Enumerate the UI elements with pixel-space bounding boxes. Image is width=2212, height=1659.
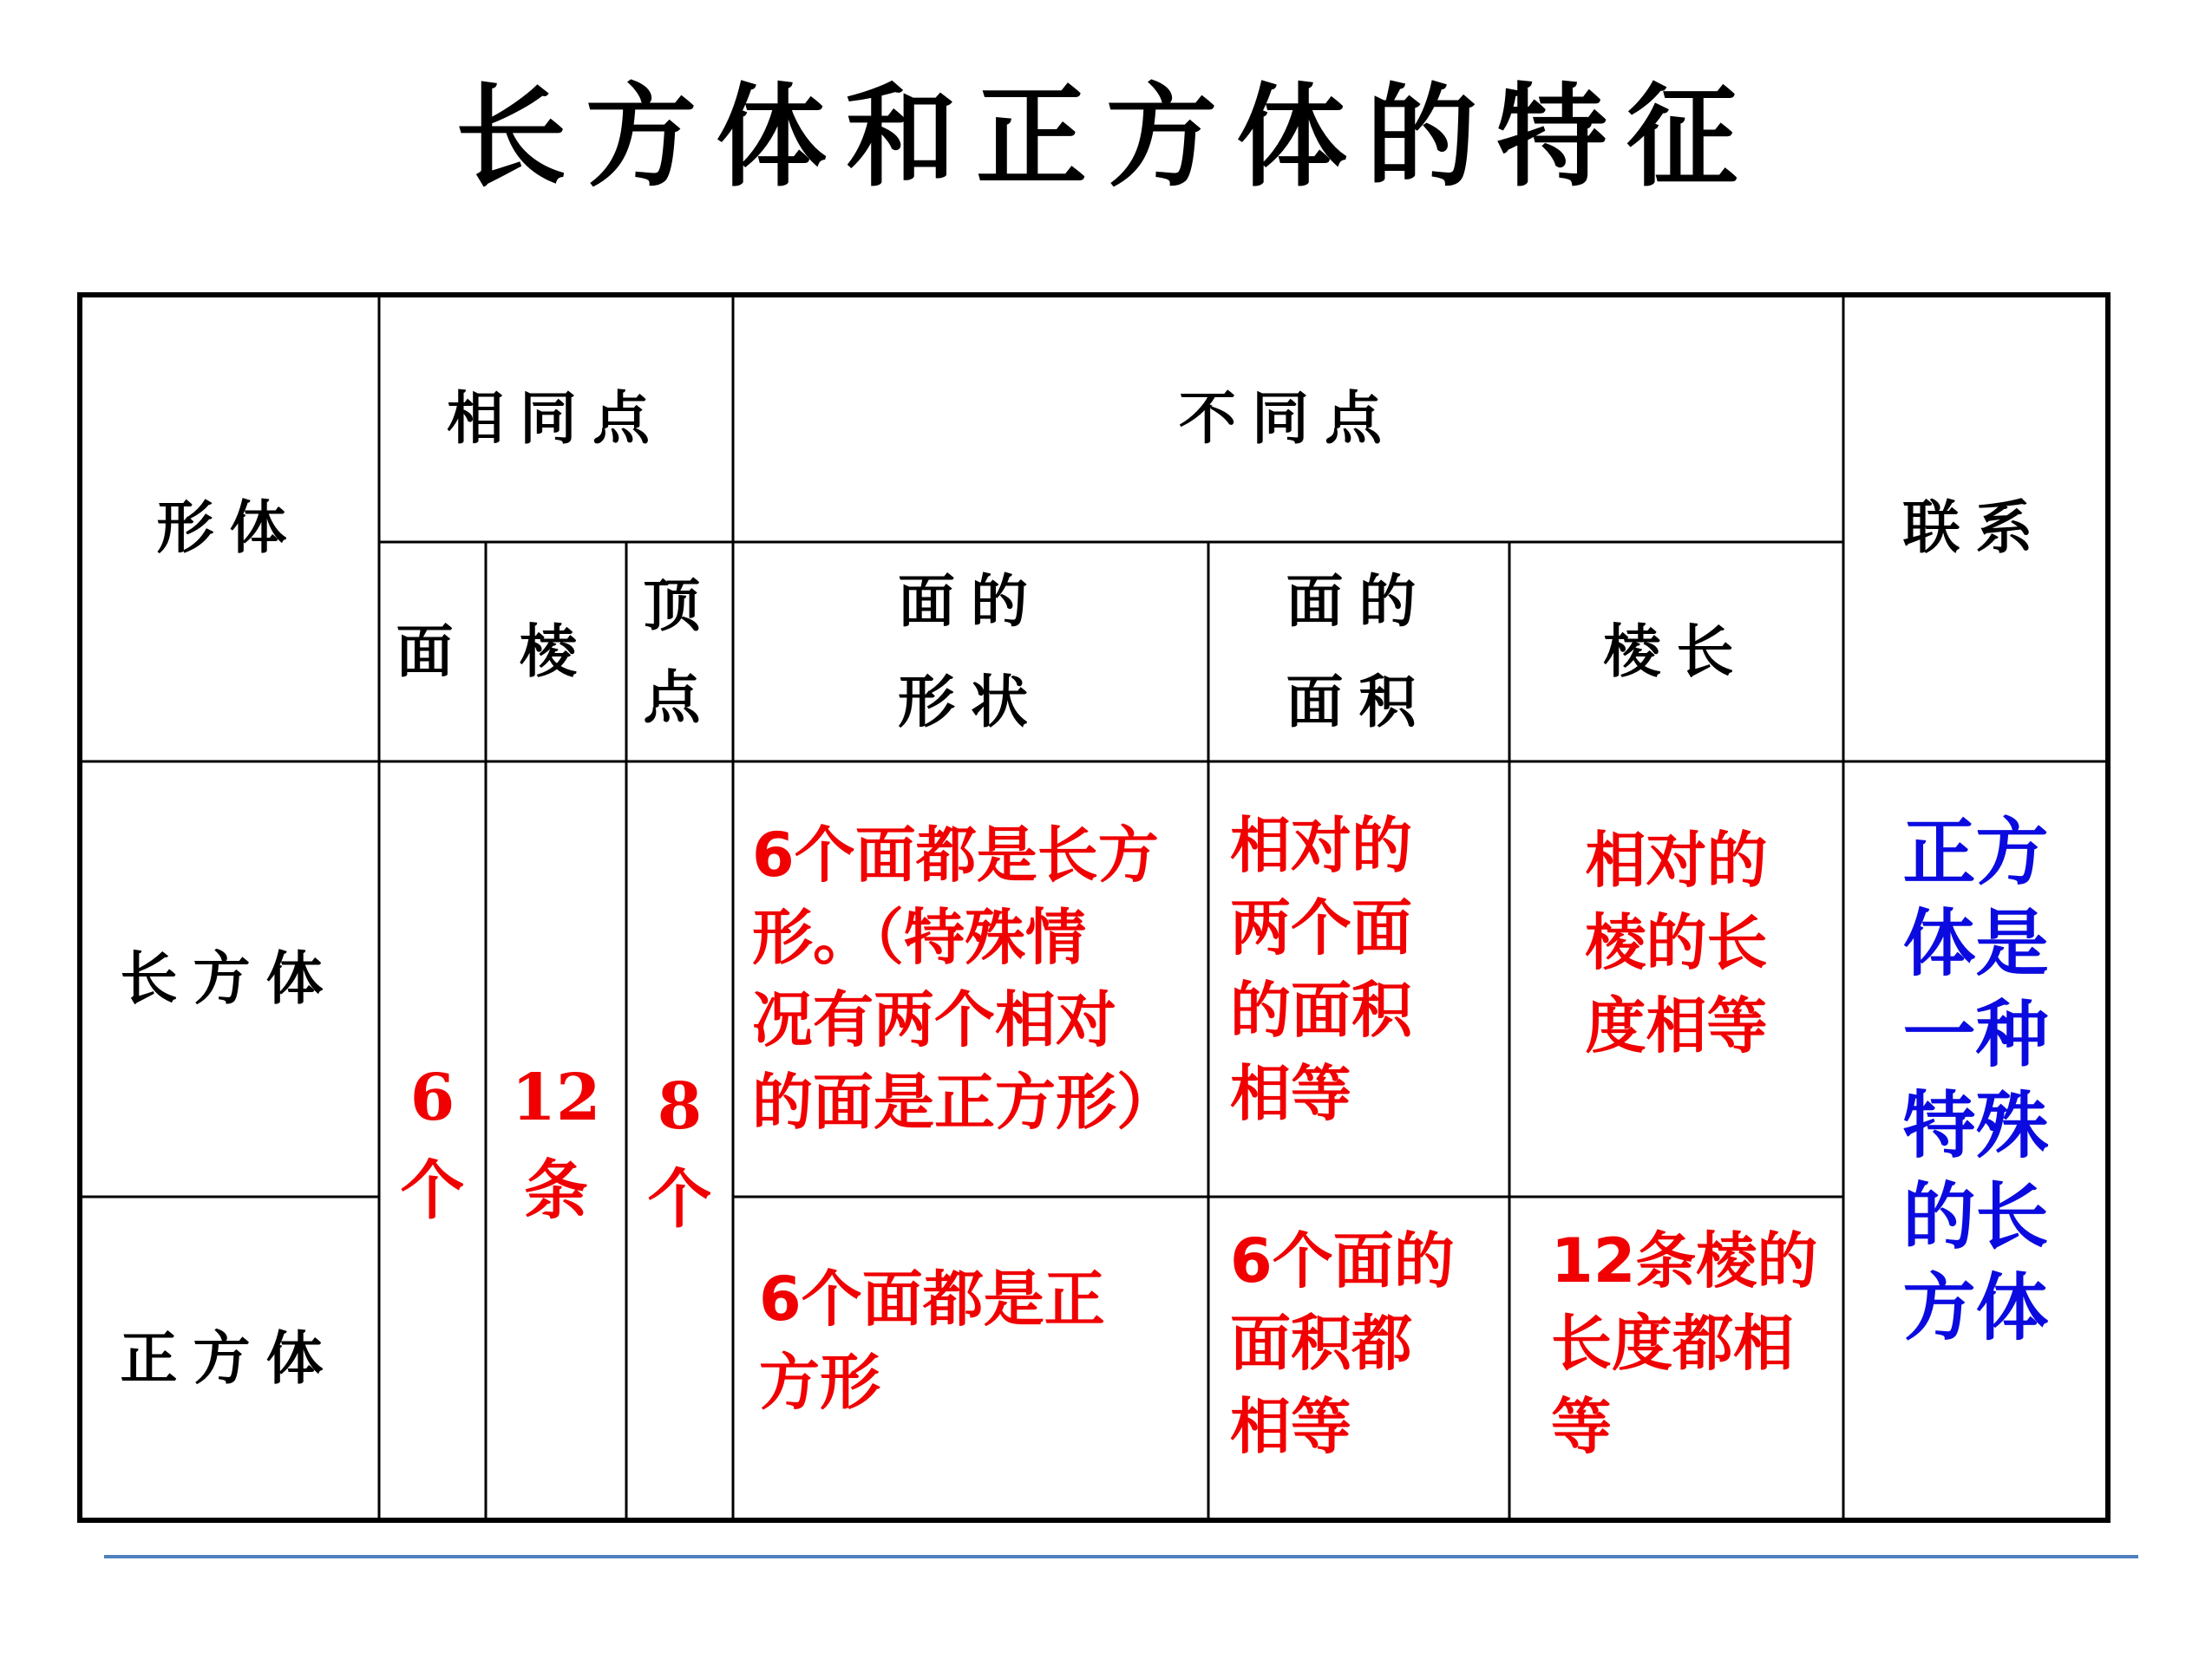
- edges-count-number: 12: [511, 1060, 601, 1135]
- row-label-cuboid: 长方体: [120, 944, 339, 1013]
- header-face-shape: 面的 形状: [898, 567, 1044, 735]
- cube-edge-length: 12条棱的 长度都相 等: [1551, 1225, 1818, 1462]
- header-face: 面: [396, 617, 469, 685]
- cuboid-face-shape: 6个面都是长方 形。（特殊情 况有两个相对 的面是正方形）: [752, 819, 1177, 1139]
- header-same-points: 相同点: [447, 383, 665, 452]
- vertices-count-number: 8: [657, 1068, 703, 1144]
- vertices-count: [626, 1023, 733, 1283]
- header-vertex: 顶 点: [643, 571, 717, 731]
- header-shape-body: 形体: [156, 493, 303, 562]
- edges-count-unit: 条: [524, 1153, 588, 1228]
- edges-count: [486, 1015, 626, 1275]
- header-edge: 棱: [520, 617, 592, 685]
- faces-count-number: 6: [409, 1060, 455, 1135]
- page-title: 长方体和正方体的特征: [455, 72, 1757, 202]
- vertices-count-unit: 个: [647, 1162, 712, 1237]
- header-edge-length: 棱长: [1603, 617, 1750, 685]
- faces-count: [379, 1015, 486, 1275]
- header-relation: 联系: [1902, 493, 2049, 562]
- relation-text: 正方 体是 一种 特殊 的长 方体: [1902, 809, 2049, 1350]
- faces-count-unit: 个: [400, 1153, 465, 1228]
- cube-face-area: 6个面的 面积都 相等: [1230, 1225, 1455, 1462]
- row-label-cube: 正方体: [120, 1323, 339, 1392]
- cube-face-shape: 6个面都是正 方形: [759, 1264, 1105, 1418]
- header-face-area: 面的 面积: [1286, 567, 1432, 735]
- header-different-points: 不同点: [1179, 383, 1397, 452]
- cuboid-edge-length: 相对的 棱的长 度相等: [1585, 825, 1768, 1061]
- cuboid-face-area: 相对的 两个面 的面积 相等: [1230, 810, 1412, 1129]
